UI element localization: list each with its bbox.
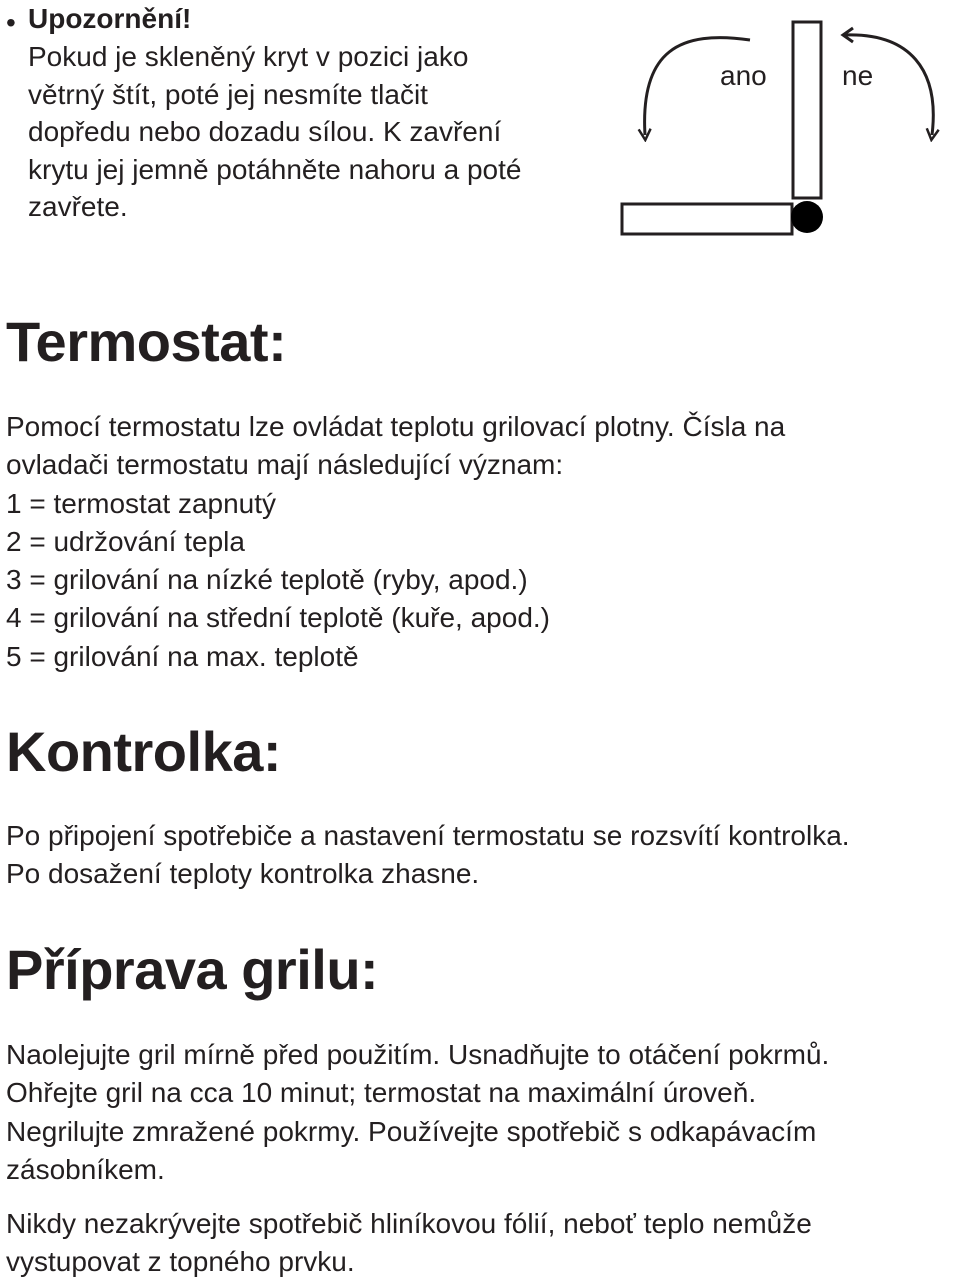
- preparation-line: Ohřejte gril na cca 10 minut; termostat na maximální úroveň.: [6, 1077, 757, 1109]
- thermostat-line: 5 = grilování na max. teplotě: [6, 640, 359, 672]
- preparation-heading: Příprava grilu:: [6, 938, 379, 1001]
- vertical-plate: [793, 22, 821, 198]
- bullet: •: [6, 7, 16, 38]
- warning-line: krytu jej jemně potáhněte nahoru a poté: [28, 153, 522, 185]
- thermostat-line: ovladači termostatu mají následující význam:: [6, 449, 564, 481]
- preparation-line: zásobníkem.: [6, 1153, 165, 1185]
- hinge-dot: [791, 201, 823, 233]
- indicator-text: [6, 817, 956, 894]
- yes-label: ano: [720, 60, 767, 91]
- thermostat-line: 3 = grilování na nízké teplotě (ryby, apod.): [6, 564, 528, 596]
- warning-line: Pokud je skleněný kryt v pozici jako: [28, 41, 469, 72]
- thermostat-text: [6, 408, 956, 676]
- no-label: ne: [842, 60, 874, 91]
- preparation-line: Naolejujte gril mírně před použitím. Usnadňujte to otáčení pokrmů.: [6, 1039, 830, 1070]
- thermostat-line: 2 = udržování tepla: [6, 525, 245, 557]
- glass-cover-diagram: [610, 10, 950, 250]
- indicator-line: Po připojení spotřebiče a nastavení termostatu se rozsvítí kontrolka.: [6, 820, 850, 851]
- indicator-heading: Kontrolka:: [6, 720, 281, 783]
- preparation-line: Negrilujte zmražené pokrmy. Používejte spotřebič s odkapávacím: [6, 1115, 817, 1147]
- thermostat-line: Pomocí termostatu lze ovládat teplotu grilovací plotny. Čísla na: [6, 411, 786, 442]
- warning-text: [28, 38, 608, 226]
- preparation-note: [6, 1205, 956, 1282]
- preparation-note-line: vystupovat z topného prvku.: [6, 1246, 355, 1278]
- preparation-text: [6, 1036, 956, 1189]
- warning-title: Upozornění!: [28, 3, 192, 34]
- thermostat-line: 4 = grilování na střední teplotě (kuře, apod.): [6, 602, 550, 634]
- diagram-drawing: [610, 10, 950, 250]
- warning-line: dopředu nebo dozadu sílou. K zavření: [28, 116, 502, 147]
- warning-line: větrný štít, poté jej nesmíte tlačit: [28, 78, 428, 110]
- preparation-note-line: Nikdy nezakrývejte spotřebič hliníkovou fólií, neboť teplo nemůže: [6, 1208, 812, 1239]
- warning-line: zavřete.: [28, 191, 128, 222]
- horizontal-plate: [622, 204, 792, 234]
- indicator-line: Po dosažení teploty kontrolka zhasne.: [6, 858, 480, 890]
- thermostat-heading: Termostat:: [6, 310, 287, 373]
- thermostat-line: 1 = termostat zapnutý: [6, 487, 277, 519]
